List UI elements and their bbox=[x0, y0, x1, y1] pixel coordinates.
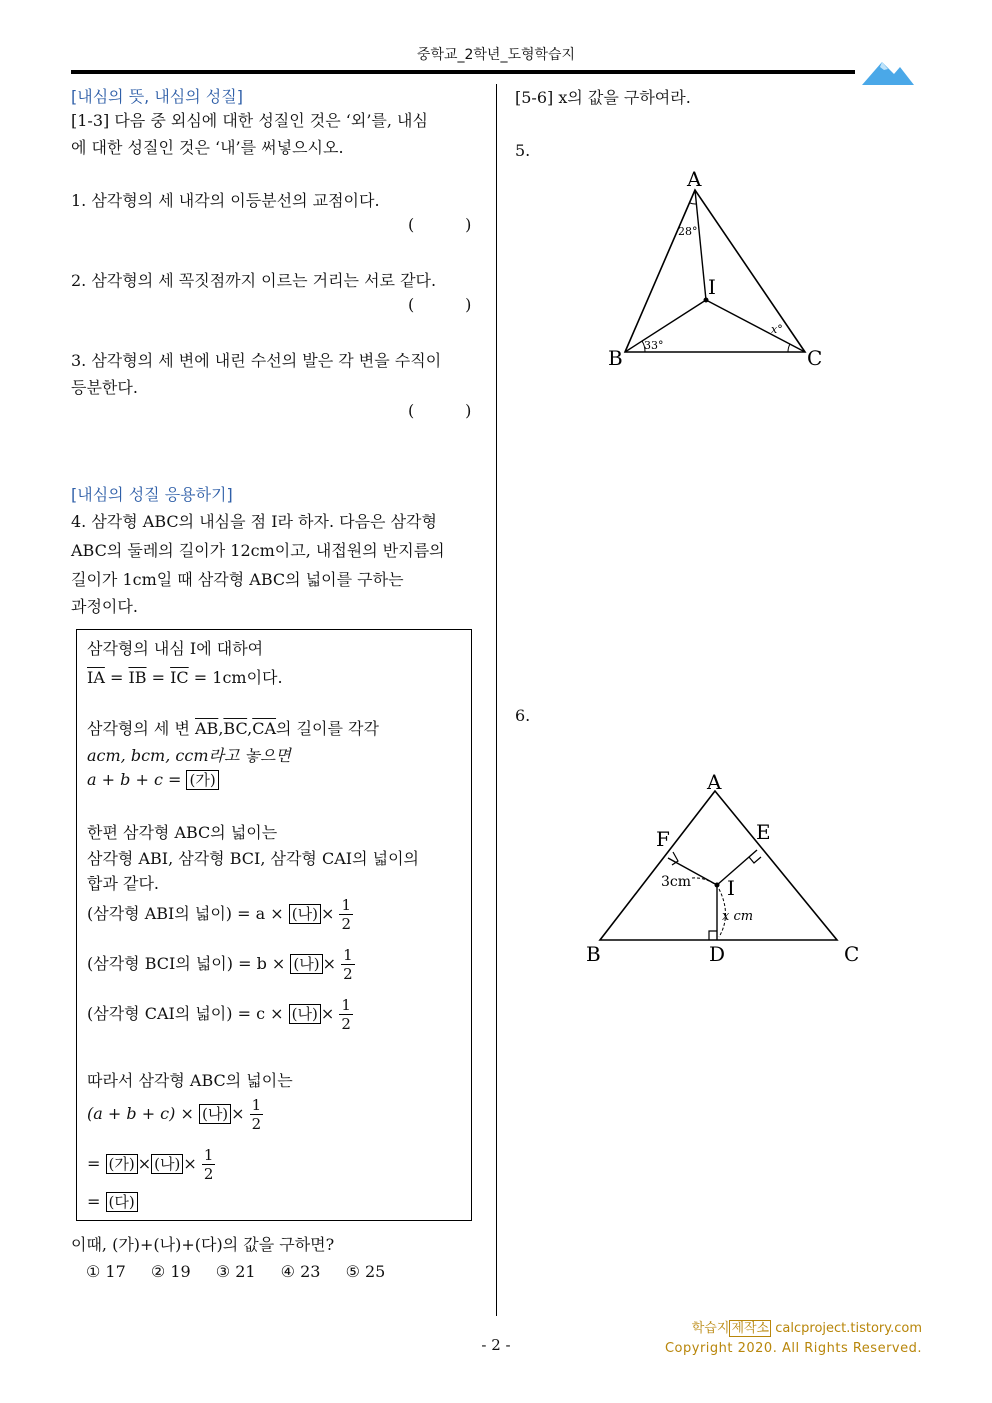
segment-ib: $\overline{IB}$ bbox=[128, 668, 147, 687]
blank-na-box: (나) bbox=[290, 954, 322, 974]
perimeter-expression: a + b + c = bbox=[87, 770, 182, 789]
point-label-d: D bbox=[709, 942, 726, 966]
box-line-sides: 삼각형의 세 변 $\overline{AB},\overline{BC},\overline{CA}$의 길이를 각각 bbox=[87, 719, 379, 738]
question-4-line-2: ABC의 둘레의 길이가 12cm이고, 내접원의 반지름의 bbox=[71, 541, 445, 560]
fraction-half bbox=[250, 1096, 264, 1133]
fraction-denominator: 2 bbox=[251, 1115, 262, 1133]
footer-copyright: Copyright 2020. All Rights Reserved. bbox=[664, 1341, 922, 1356]
segment-ic: $\overline{IC}$ bbox=[170, 668, 189, 687]
box-line-sum: 합과 같다. bbox=[87, 874, 159, 893]
blank-ga-box: (가) bbox=[186, 770, 218, 790]
fraction-numerator: 1 bbox=[251, 1096, 262, 1114]
radius-label-3cm: 3cm bbox=[661, 874, 692, 890]
answer-blank-1[interactable]: ( ) bbox=[408, 215, 472, 234]
bci-area-label: (삼각형 BCI의 넓이) = b × bbox=[87, 954, 286, 973]
blank-na-box: (나) bbox=[199, 1104, 231, 1124]
equals-sign: = bbox=[87, 1154, 101, 1173]
answer-blank-3[interactable]: ( ) bbox=[408, 401, 472, 420]
times-sign: × bbox=[231, 1104, 245, 1123]
fraction-numerator: 1 bbox=[341, 896, 351, 914]
fraction-denominator: 2 bbox=[341, 1015, 351, 1033]
instruction-5-6: [5-6] x의 값을 구하여라. bbox=[515, 88, 691, 107]
times-sign: × bbox=[320, 1004, 335, 1023]
question-3-line-2: 등분한다. bbox=[71, 378, 138, 397]
answer-choices bbox=[86, 1258, 405, 1285]
box-line-abi-area bbox=[87, 896, 353, 933]
fraction-half bbox=[339, 996, 353, 1033]
blank-na-box: (나) bbox=[151, 1154, 183, 1174]
radius-label-x: x cm bbox=[722, 909, 754, 924]
angle-c-arc bbox=[788, 344, 790, 352]
blank-ga-box: (가) bbox=[106, 1154, 138, 1174]
box-line-product bbox=[87, 1146, 215, 1183]
segment-ai bbox=[695, 190, 706, 300]
footer-brand-boxed: 제작소 bbox=[731, 1321, 770, 1336]
box-line-lengths: acm, bcm, ccm라고 놓으면 bbox=[87, 746, 291, 765]
footer-site-line bbox=[692, 1317, 922, 1336]
choice-5[interactable]: ⑤ 25 bbox=[345, 1262, 386, 1281]
segment-ca: $\overline{CA}$ bbox=[252, 719, 277, 738]
angle-a-arc bbox=[690, 203, 696, 204]
question-3-line-1: 3. 삼각형의 세 변에 내린 수선의 발은 각 변을 수직이 bbox=[71, 351, 442, 370]
section-heading-definition: [내심의 뜻, 내심의 성질] bbox=[71, 87, 243, 106]
footer-site-url[interactable]: calcproject.tistory.com bbox=[771, 1321, 922, 1336]
angle-b-label: 33° bbox=[644, 339, 664, 352]
abi-area-label: (삼각형 ABI의 넓이) = a × bbox=[87, 904, 284, 923]
question-5-number: 5. bbox=[515, 141, 531, 160]
radius-3cm-brace bbox=[692, 878, 716, 885]
fraction-half bbox=[339, 896, 353, 933]
box-line-triangles: 삼각형 ABI, 삼각형 BCI, 삼각형 CAI의 넓이의 bbox=[87, 849, 419, 868]
box-line-perimeter bbox=[87, 770, 219, 790]
column-divider bbox=[496, 84, 497, 1316]
incenter-point bbox=[715, 883, 720, 888]
fraction-half bbox=[202, 1146, 216, 1183]
point-label-f: F bbox=[656, 827, 670, 851]
sum-expression: (a + b + c) × bbox=[87, 1104, 194, 1123]
segment-ab: $\overline{AB}$ bbox=[195, 719, 219, 738]
angle-c-label: x° bbox=[771, 323, 783, 336]
times-sign: × bbox=[137, 1154, 152, 1173]
choice-4[interactable]: ④ 23 bbox=[280, 1262, 321, 1281]
fraction-denominator: 2 bbox=[343, 965, 353, 983]
segment-ia: $\overline{IA}$ bbox=[87, 668, 105, 687]
choice-1[interactable]: ① 17 bbox=[86, 1262, 126, 1281]
mountain-logo-icon bbox=[862, 58, 914, 86]
equals-sign: = bbox=[87, 1192, 101, 1211]
blank-na-box: (나) bbox=[289, 1004, 321, 1024]
fraction-numerator: 1 bbox=[341, 996, 351, 1014]
question-4-line-4: 과정이다. bbox=[71, 597, 138, 616]
fraction-denominator: 2 bbox=[203, 1165, 214, 1183]
fraction-half bbox=[341, 946, 355, 983]
box-line-total-area bbox=[87, 1096, 263, 1133]
figure-5-triangle bbox=[600, 160, 840, 380]
box-line-area-intro: 한편 삼각형 ABC의 넓이는 bbox=[87, 823, 278, 842]
right-angle-mark-e bbox=[749, 857, 761, 863]
right-angle-mark-d bbox=[709, 931, 717, 940]
equation-tail: = 1cm이다. bbox=[193, 668, 283, 687]
answer-blank-2[interactable]: ( ) bbox=[408, 295, 472, 314]
question-4-line-3: 길이가 1cm일 때 삼각형 ABC의 넓이를 구하는 bbox=[71, 570, 404, 589]
blank-da-box: (다) bbox=[106, 1192, 138, 1212]
segment-bc: $\overline{BC}$ bbox=[223, 719, 248, 738]
box-line-conclusion: 따라서 삼각형 ABC의 넓이는 bbox=[87, 1071, 293, 1090]
page-number: - 2 - bbox=[481, 1336, 511, 1354]
segment-ie bbox=[717, 850, 757, 885]
instruction-line-2: 에 대한 성질인 것은 ‘내’를 써넣으시오. bbox=[71, 138, 344, 157]
choice-2[interactable]: ② 19 bbox=[150, 1262, 191, 1281]
question-2: 2. 삼각형의 세 꼭짓점까지 이르는 거리는 서로 같다. bbox=[71, 271, 437, 290]
page-header-title: 중학교_2학년_도형학습지 bbox=[416, 47, 576, 63]
solution-box bbox=[76, 629, 472, 1221]
fraction-numerator: 1 bbox=[203, 1146, 214, 1164]
times-sign: × bbox=[320, 904, 335, 923]
section-heading-application: [내심의 성질 응용하기] bbox=[71, 485, 233, 504]
sides-prefix: 삼각형의 세 변 bbox=[87, 719, 195, 738]
box-line-result bbox=[87, 1192, 138, 1212]
segment-bi bbox=[625, 300, 706, 352]
figure-6-triangle bbox=[580, 765, 870, 975]
question-4-ask: 이때, (가)+(나)+(다)의 값을 구하면? bbox=[71, 1235, 335, 1254]
fraction-denominator: 2 bbox=[341, 915, 351, 933]
vertex-label-c: C bbox=[844, 942, 860, 966]
question-6-number: 6. bbox=[515, 706, 531, 725]
question-4-line-1: 4. 삼각형 ABC의 내심을 점 I라 하자. 다음은 삼각형 bbox=[71, 512, 437, 531]
times-sign: × bbox=[183, 1154, 197, 1173]
box-line-bci-area bbox=[87, 946, 355, 983]
incenter-label-i: I bbox=[708, 275, 716, 299]
footer-brand: 학습지 bbox=[691, 1321, 730, 1336]
point-label-e: E bbox=[756, 820, 771, 844]
triangle-abc bbox=[600, 791, 837, 940]
box-line-cai-area bbox=[87, 996, 353, 1033]
sides-suffix: 의 길이를 각각 bbox=[276, 719, 379, 738]
header-rule bbox=[71, 70, 855, 74]
incenter-label-i: I bbox=[727, 876, 735, 900]
vertex-label-b: B bbox=[608, 346, 623, 370]
cai-area-label: (삼각형 CAI의 넓이) = c × bbox=[87, 1004, 284, 1023]
instruction-line-1: [1-3] 다음 중 외심에 대한 성질인 것은 ‘외’를, 내심 bbox=[71, 111, 428, 130]
blank-na-box: (나) bbox=[289, 904, 321, 924]
vertex-label-a: A bbox=[707, 770, 722, 794]
box-line-incenter: 삼각형의 내심 I에 대하여 bbox=[87, 639, 264, 658]
vertex-label-b: B bbox=[586, 942, 601, 966]
angle-a-label: 28° bbox=[678, 225, 698, 238]
question-1: 1. 삼각형의 세 내각의 이등분선의 교점이다. bbox=[71, 191, 380, 210]
times-sign: × bbox=[322, 954, 337, 973]
vertex-label-c: C bbox=[807, 346, 823, 370]
vertex-label-a: A bbox=[687, 167, 702, 191]
choice-3[interactable]: ③ 21 bbox=[215, 1262, 256, 1281]
fraction-numerator: 1 bbox=[343, 946, 353, 964]
box-line-equal-distances: $\overline{IA} = \overline{IB} = \overline{IC} = 1cm$이다. bbox=[87, 668, 283, 687]
